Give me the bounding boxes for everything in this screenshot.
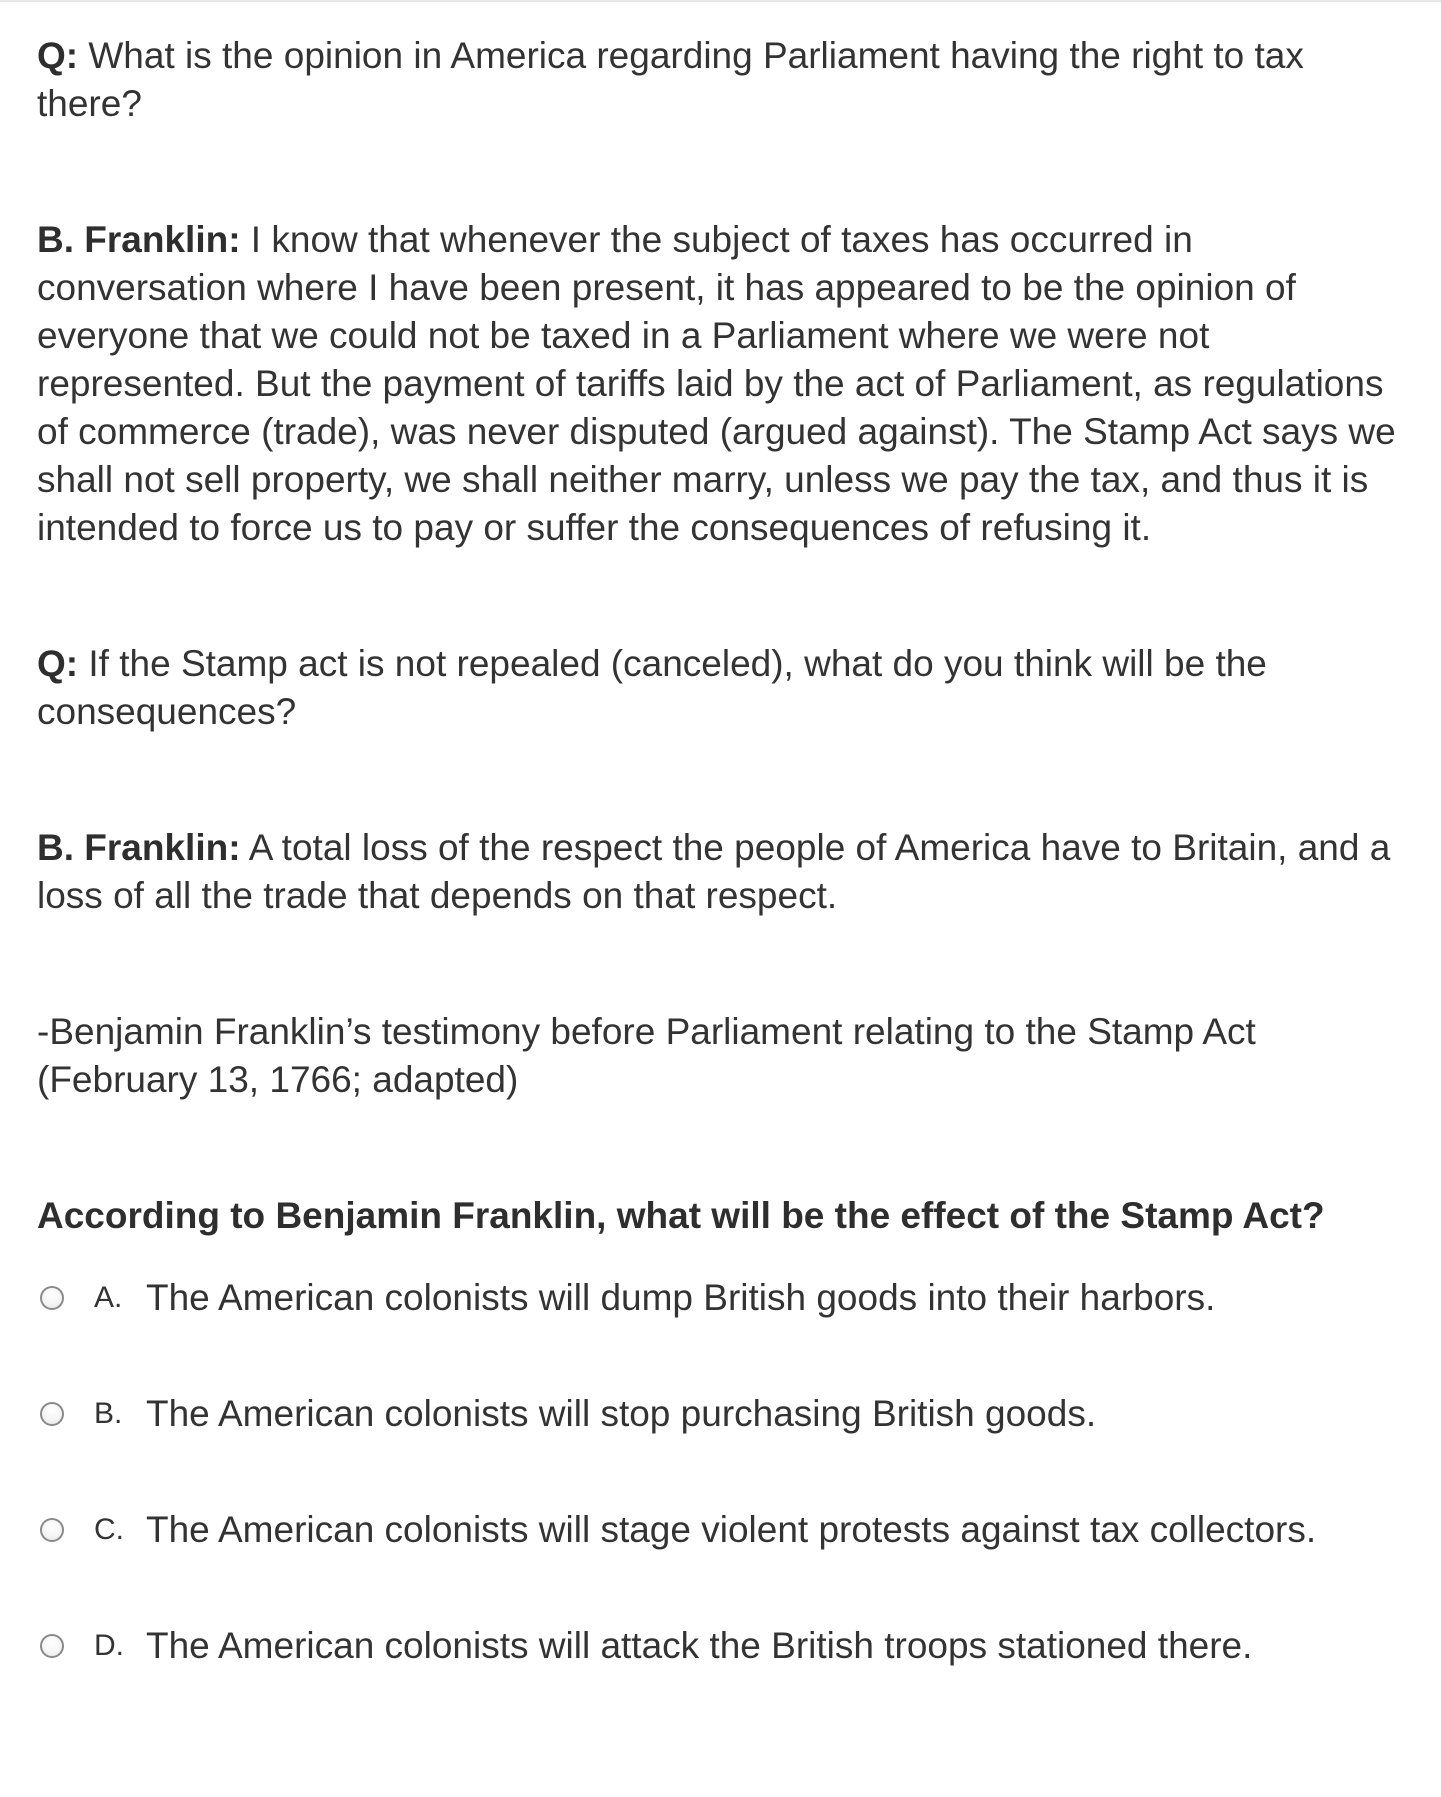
passage-answer-1 — [37, 216, 1407, 552]
passage-text: A total loss of the respect the people of America have to Britain, and a loss of all the trade that depends on that respect. — [37, 827, 1391, 916]
choice-letter: A. — [94, 1281, 123, 1314]
answer-choices — [37, 1266, 1407, 1678]
choice-d[interactable] — [37, 1614, 1407, 1678]
speaker-label: B. Franklin: — [37, 827, 241, 868]
choice-b[interactable] — [37, 1382, 1407, 1446]
choice-letter: D. — [94, 1629, 124, 1662]
speaker-label: Q: — [37, 35, 79, 76]
passage-question-2 — [37, 640, 1407, 736]
radio-button-b[interactable] — [40, 1402, 64, 1426]
top-divider — [0, 0, 1441, 2]
choice-letter: C. — [94, 1513, 124, 1546]
choice-text: The American colonists will stage violent protests against tax collectors. — [146, 1509, 1317, 1550]
passage-question-1 — [37, 32, 1407, 128]
passage-citation: -Benjamin Franklin’s testimony before Parliament relating to the Stamp Act (February 13, 1766; adapted) — [37, 1011, 1256, 1100]
choice-c[interactable] — [37, 1498, 1407, 1562]
speaker-label: B. Franklin: — [37, 219, 241, 260]
question-stem: According to Benjamin Franklin, what will be the effect of the Stamp Act? — [37, 1195, 1325, 1236]
choice-letter: B. — [94, 1397, 123, 1430]
choice-text: The American colonists will attack the British troops stationed there. — [146, 1625, 1253, 1666]
passage-answer-2 — [37, 824, 1407, 920]
radio-button-a[interactable] — [40, 1286, 64, 1310]
radio-button-c[interactable] — [40, 1518, 64, 1542]
radio-button-d[interactable] — [40, 1634, 64, 1658]
speaker-label: Q: — [37, 643, 79, 684]
choice-a[interactable] — [37, 1266, 1407, 1330]
passage-text: I know that whenever the subject of taxes has occurred in conversation where I have been present, it has appeared to be the opinion of everyone that we could not be taxed in a Parliament where we were not represented. But the payment of tariffs laid by the act of Parliament, as regulations of commerce (trade), was never disputed (argued against). The Stamp Act says we shall not sell property, we shall neither marry, unless we pay the tax, and thus it is intended to force us to pay or suffer the consequences of refusing it. — [37, 219, 1396, 548]
choice-text: The American colonists will stop purchasing British goods. — [146, 1393, 1097, 1434]
passage-text: What is the opinion in America regarding Parliament having the right to tax there? — [37, 35, 1304, 124]
passage-text: If the Stamp act is not repealed (canceled), what do you think will be the consequences? — [37, 643, 1267, 732]
question-content — [37, 32, 1407, 1730]
choice-text: The American colonists will dump British goods into their harbors. — [146, 1277, 1216, 1318]
